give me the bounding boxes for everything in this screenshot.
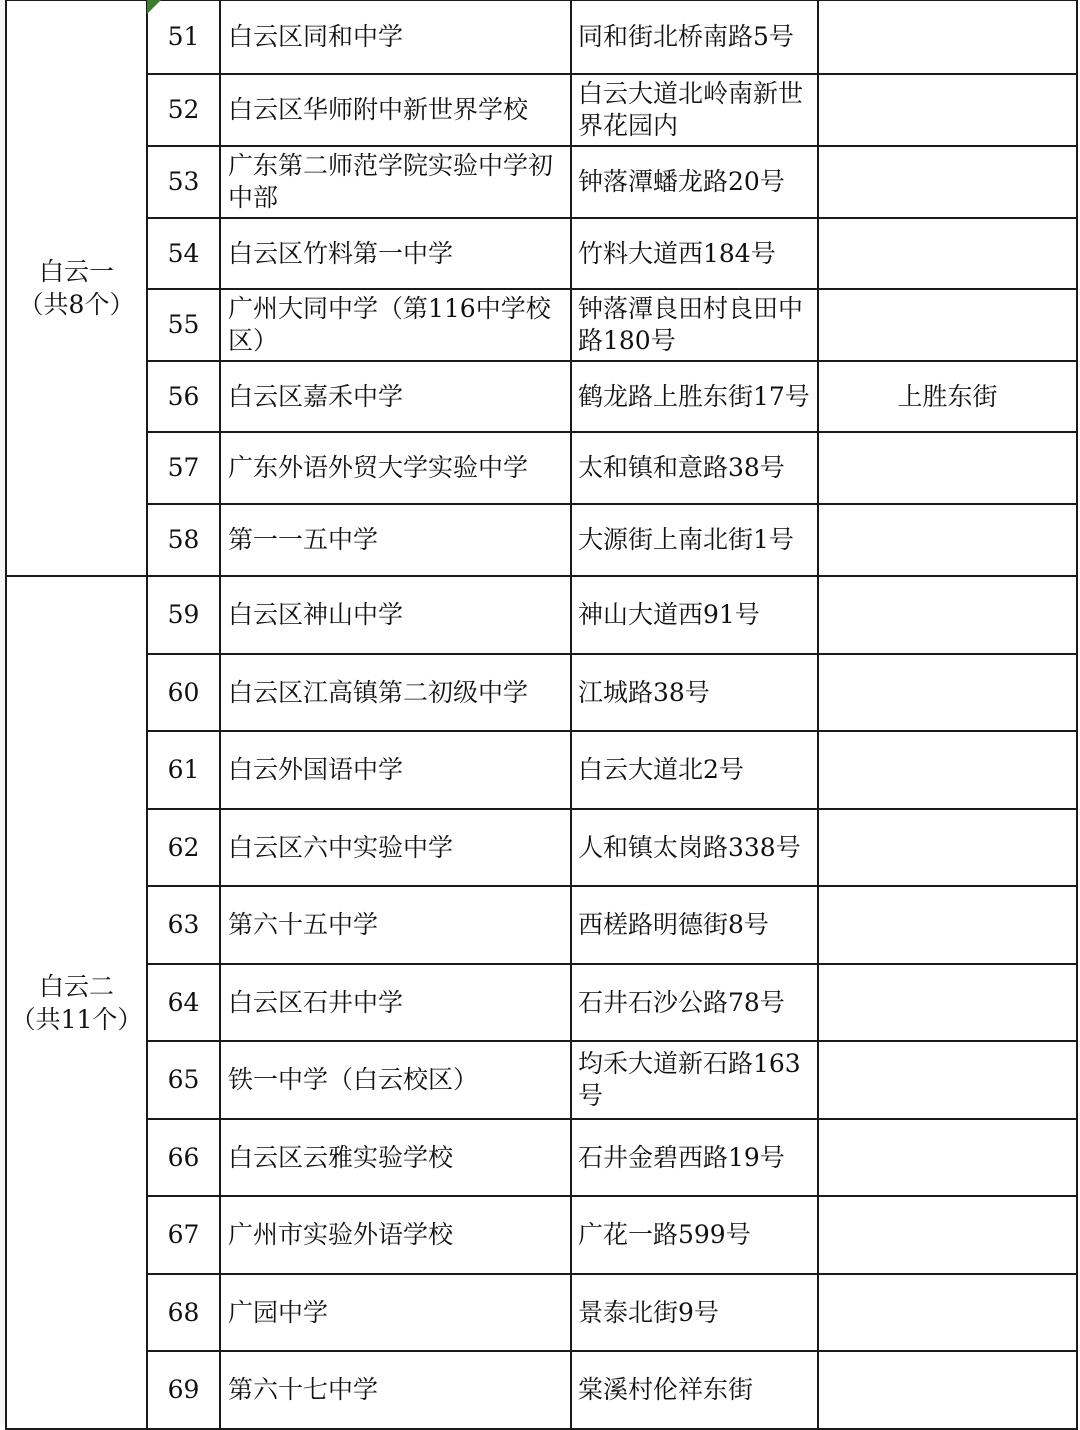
note-cell <box>818 964 1077 1041</box>
school-address: 鹤龙路上胜东街17号 <box>571 361 818 432</box>
school-name: 白云外国语中学 <box>220 731 571 809</box>
note-cell <box>818 1119 1077 1196</box>
note-cell <box>818 218 1077 289</box>
school-address: 钟落潭良田村良田中路180号 <box>571 289 818 361</box>
row-number: 68 <box>147 1274 220 1351</box>
row-number: 53 <box>147 146 220 218</box>
table-row <box>6 74 1077 146</box>
school-address: 白云大道北岭南新世界花园内 <box>571 74 818 146</box>
school-name: 广东第二师范学院实验中学初中部 <box>220 146 571 218</box>
note-cell: 上胜东街 <box>818 361 1077 432</box>
table-row <box>6 1196 1077 1274</box>
note-cell <box>818 74 1077 146</box>
school-name: 白云区同和中学 <box>220 0 571 74</box>
school-name: 白云区江高镇第二初级中学 <box>220 654 571 731</box>
note-cell <box>818 1196 1077 1274</box>
school-address: 景泰北街9号 <box>571 1274 818 1351</box>
row-number: 67 <box>147 1196 220 1274</box>
school-name: 白云区云雅实验学校 <box>220 1119 571 1196</box>
row-number: 57 <box>147 432 220 504</box>
group-cell-baiyun-2 <box>6 576 147 1429</box>
row-number: 61 <box>147 731 220 809</box>
row-number: 69 <box>147 1351 220 1429</box>
table-row <box>6 886 1077 964</box>
school-address: 石井金碧西路19号 <box>571 1119 818 1196</box>
school-address: 江城路38号 <box>571 654 818 731</box>
note-cell <box>818 886 1077 964</box>
table-row <box>6 1041 1077 1119</box>
school-name: 第六十七中学 <box>220 1351 571 1429</box>
school-address: 钟落潭蟠龙路20号 <box>571 146 818 218</box>
note-cell <box>818 504 1077 576</box>
row-number: 66 <box>147 1119 220 1196</box>
note-cell <box>818 654 1077 731</box>
table-row <box>6 576 1077 654</box>
note-cell <box>818 432 1077 504</box>
school-name: 广州市实验外语学校 <box>220 1196 571 1274</box>
note-cell <box>818 576 1077 654</box>
note-cell <box>818 289 1077 361</box>
row-number: 56 <box>147 361 220 432</box>
table-row <box>6 432 1077 504</box>
school-address: 棠溪村伦祥东街 <box>571 1351 818 1429</box>
group-count: （共8个） <box>18 290 135 319</box>
note-cell <box>818 146 1077 218</box>
school-name: 白云区华师附中新世界学校 <box>220 74 571 146</box>
table-row <box>6 218 1077 289</box>
note-cell <box>818 809 1077 886</box>
school-name: 广园中学 <box>220 1274 571 1351</box>
cell-comment-marker <box>147 0 161 14</box>
group-name: 白云二 <box>38 971 114 1001</box>
row-number: 52 <box>147 74 220 146</box>
school-name: 白云区六中实验中学 <box>220 809 571 886</box>
note-cell <box>818 1274 1077 1351</box>
group-count: （共11个） <box>10 1004 143 1034</box>
group-name: 白云一 <box>38 257 114 286</box>
row-number: 60 <box>147 654 220 731</box>
school-name: 广东外语外贸大学实验中学 <box>220 432 571 504</box>
note-cell <box>818 731 1077 809</box>
table-row <box>6 289 1077 361</box>
row-number: 55 <box>147 289 220 361</box>
row-number: 54 <box>147 218 220 289</box>
table-row <box>6 1119 1077 1196</box>
row-number: 58 <box>147 504 220 576</box>
school-address: 石井石沙公路78号 <box>571 964 818 1041</box>
school-address: 广花一路599号 <box>571 1196 818 1274</box>
row-number: 65 <box>147 1041 220 1119</box>
table-row <box>6 1274 1077 1351</box>
school-address: 西槎路明德街8号 <box>571 886 818 964</box>
row-number: 62 <box>147 809 220 886</box>
table-row <box>6 504 1077 576</box>
school-name: 第六十五中学 <box>220 886 571 964</box>
row-number: 63 <box>147 886 220 964</box>
row-number: 51 <box>147 0 220 74</box>
table-row <box>6 146 1077 218</box>
row-number: 64 <box>147 964 220 1041</box>
school-name: 白云区石井中学 <box>220 964 571 1041</box>
table-row <box>6 964 1077 1041</box>
table-row <box>6 1351 1077 1429</box>
school-address: 同和街北桥南路5号 <box>571 0 818 74</box>
table-row <box>6 654 1077 731</box>
school-name: 第一一五中学 <box>220 504 571 576</box>
school-table <box>5 0 1078 1430</box>
school-address: 人和镇太岗路338号 <box>571 809 818 886</box>
school-name: 白云区嘉禾中学 <box>220 361 571 432</box>
school-address: 白云大道北2号 <box>571 731 818 809</box>
school-name: 白云区竹料第一中学 <box>220 218 571 289</box>
school-address: 均禾大道新石路163号 <box>571 1041 818 1119</box>
row-number: 59 <box>147 576 220 654</box>
school-address: 太和镇和意路38号 <box>571 432 818 504</box>
table-row <box>6 809 1077 886</box>
note-cell <box>818 0 1077 74</box>
school-name: 铁一中学（白云校区） <box>220 1041 571 1119</box>
table-row <box>6 361 1077 432</box>
table-row <box>6 731 1077 809</box>
school-address: 大源街上南北街1号 <box>571 504 818 576</box>
note-cell <box>818 1041 1077 1119</box>
note-cell <box>818 1351 1077 1429</box>
table-row <box>6 0 1077 74</box>
school-name: 广州大同中学（第116中学校区） <box>220 289 571 361</box>
school-address: 竹料大道西184号 <box>571 218 818 289</box>
group-cell-baiyun-1 <box>6 0 147 576</box>
school-name: 白云区神山中学 <box>220 576 571 654</box>
school-address: 神山大道西91号 <box>571 576 818 654</box>
